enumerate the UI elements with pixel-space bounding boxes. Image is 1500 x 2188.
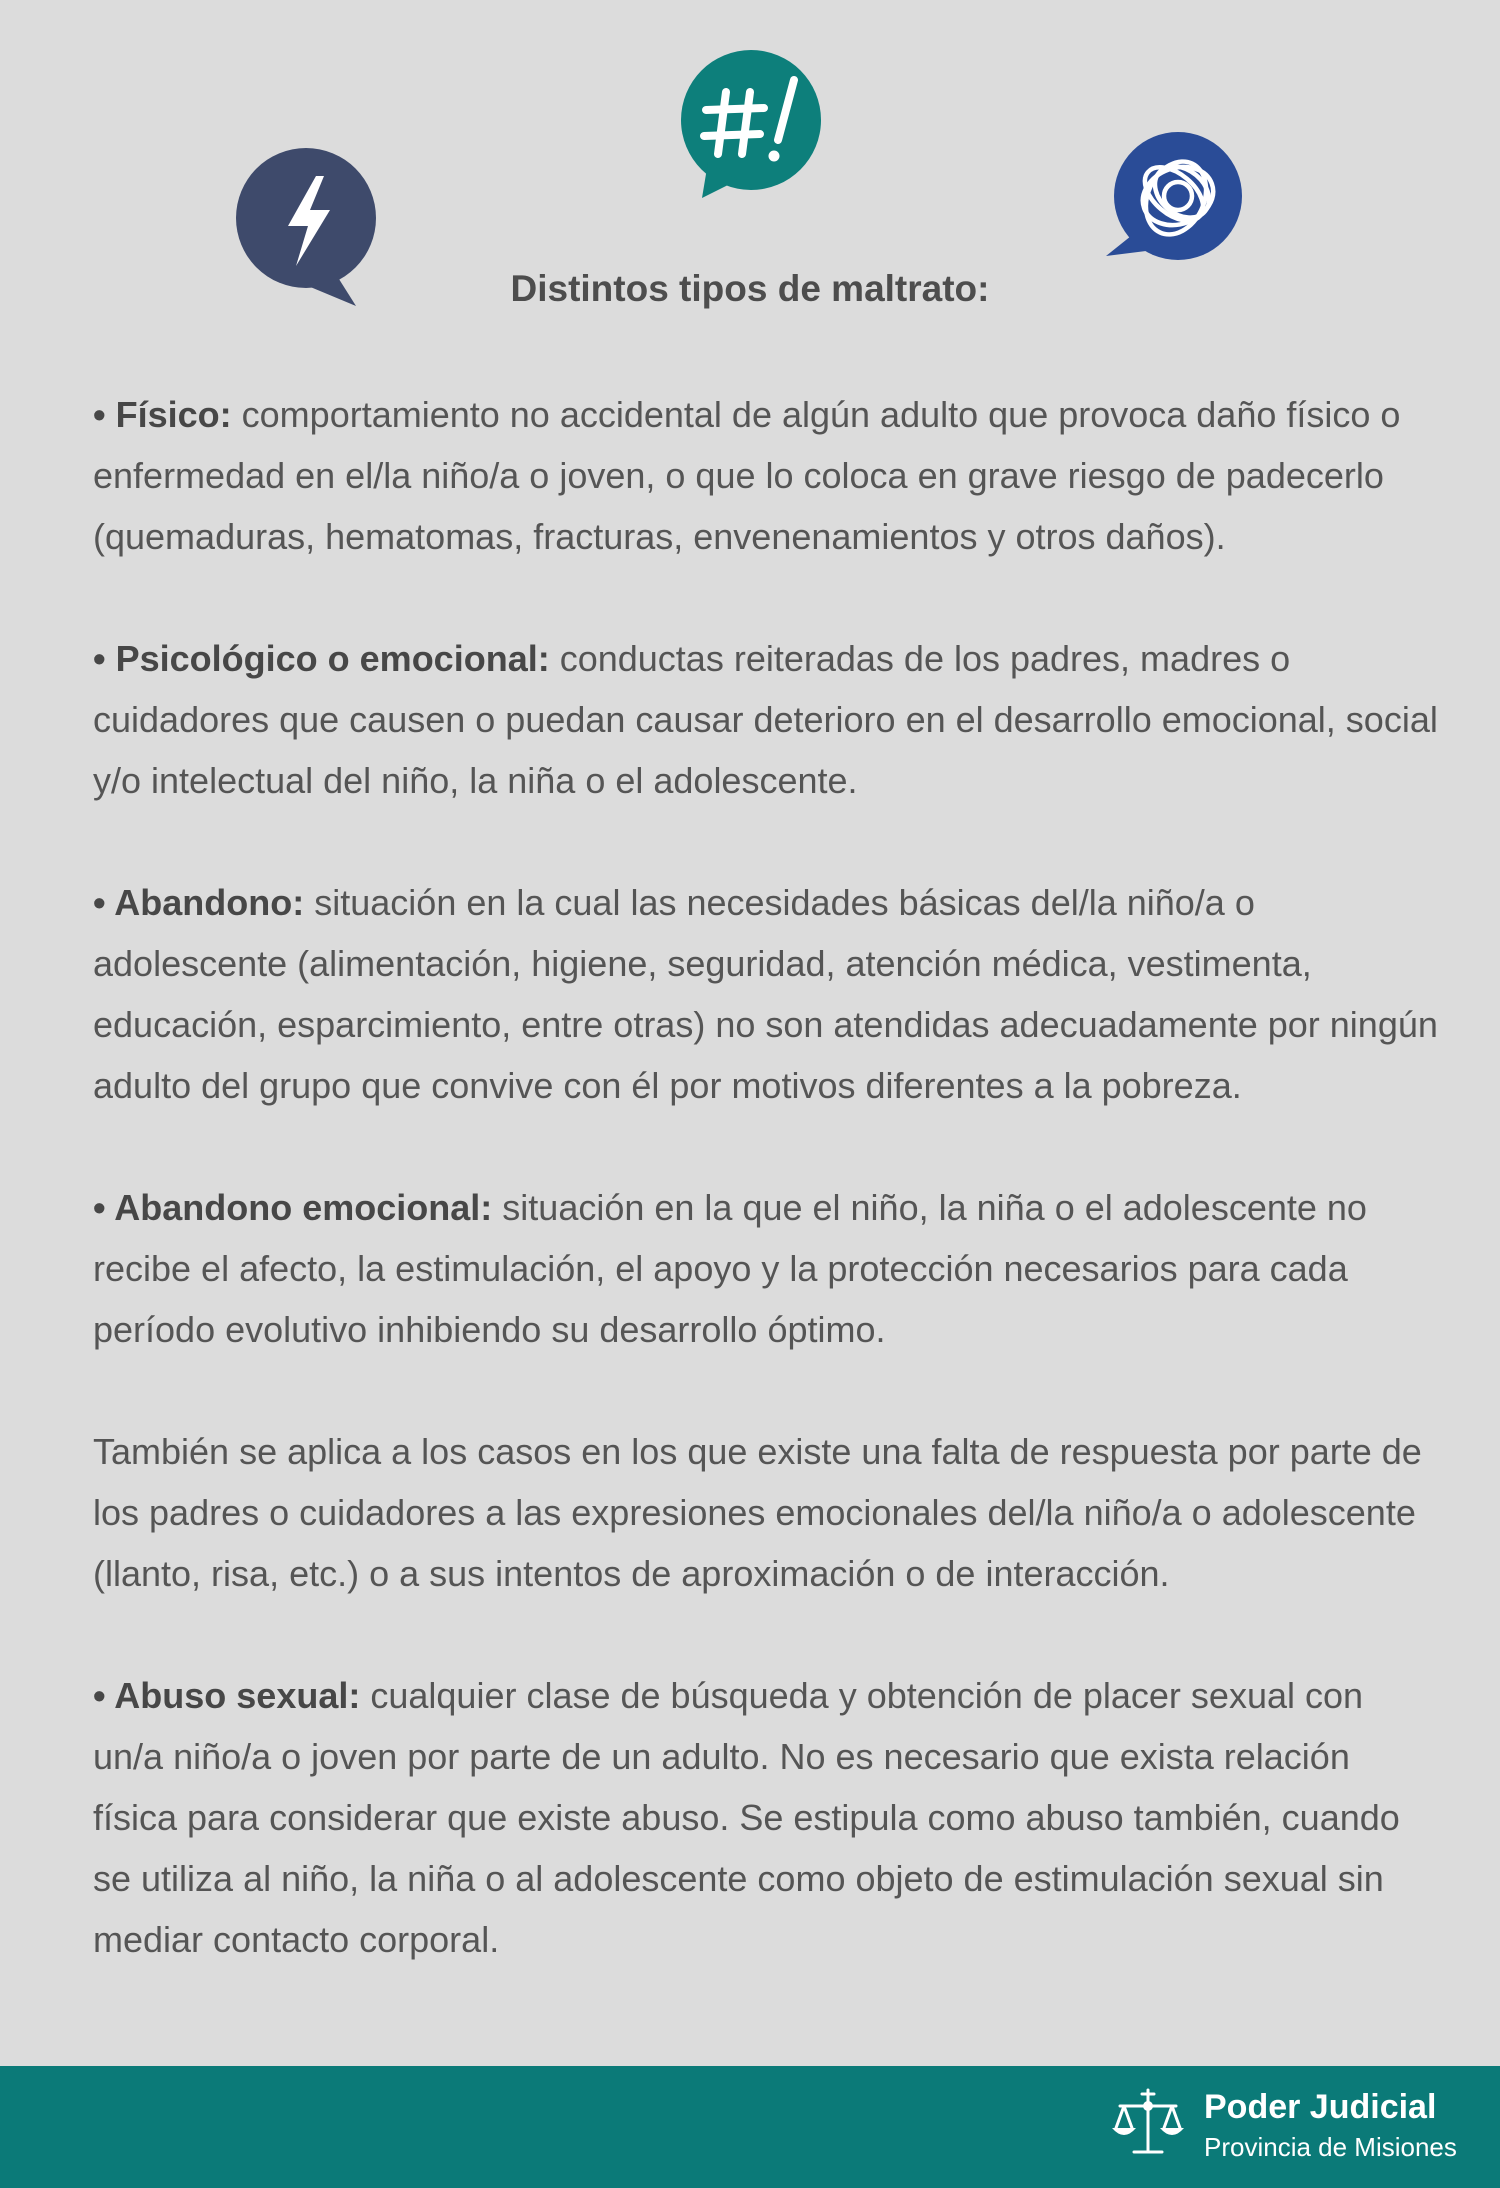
- section-abandono: [93, 872, 1443, 1116]
- section-text: conductas reiteradas de los padres, madres o cuidadores que causen o puedan causar deterioro en el desarrollo emocional, social y/o intelectual del niño, la niña o el adolescente.: [93, 638, 1438, 801]
- section-text: situación en la cual las necesidades básicas del/la niño/a o adolescente (alimentación, higiene, seguridad, atención médica, vestimenta, educación, esparcimiento, entre otras) no son atendidas adecuadamente por ningún adulto del grupo que convive con él por motivos diferentes a la pobreza.: [93, 882, 1438, 1106]
- justice-scales-logo-icon: [1108, 2084, 1188, 2160]
- footer-subtitle: Provincia de Misiones: [1204, 2132, 1457, 2162]
- scribble-bubble-icon: [1102, 132, 1248, 264]
- section-text: situación en la que el niño, la niña o el adolescente no recibe el afecto, la estimulación, el apoyo y la protección necesarios para cada período evolutivo inhibiendo su desarrollo óptimo.: [93, 1187, 1367, 1350]
- section-fisico: [93, 384, 1443, 567]
- section-text: También se aplica a los casos en los que existe una falta de respuesta por parte de los padres o cuidadores a las expresiones emocionales del/la niño/a o adolescente (llanto, risa, etc.) o a sus intentos de aproximación o de interacción.: [93, 1431, 1422, 1594]
- section-abuso-sexual: [93, 1665, 1443, 1970]
- section-label: • Abandono emocional:: [93, 1187, 493, 1228]
- section-abandono-emocional-extra: [93, 1421, 1443, 1604]
- content: [93, 384, 1443, 2031]
- section-label: • Físico:: [93, 394, 232, 435]
- section-text: comportamiento no accidental de algún adulto que provoca daño físico o enfermedad en el/la niño/a o joven, o que lo coloca en grave riesgo de padecerlo (quemaduras, hematomas, fracturas, envenenamientos y otros daños).: [93, 394, 1401, 557]
- footer: [0, 2066, 1500, 2188]
- page-title: Distintos tipos de maltrato:: [510, 268, 990, 309]
- hash-exclamation-bubble-icon: [678, 50, 824, 200]
- section-label: • Psicológico o emocional:: [93, 638, 550, 679]
- footer-title: Poder Judicial: [1204, 2088, 1437, 2126]
- section-text: cualquier clase de búsqueda y obtención de placer sexual con un/a niño/a o joven por parte de un adulto. No es necesario que exista relación física para considerar que existe abuso. Se estipula como abuso también, cuando se utiliza al niño, la niña o al adolescente como objeto de estimulación sexual sin mediar contacto corporal.: [93, 1675, 1400, 1960]
- section-psicologico: [93, 628, 1443, 811]
- section-abandono-emocional: [93, 1177, 1443, 1360]
- section-label: • Abuso sexual:: [93, 1675, 361, 1716]
- section-label: • Abandono:: [93, 882, 305, 923]
